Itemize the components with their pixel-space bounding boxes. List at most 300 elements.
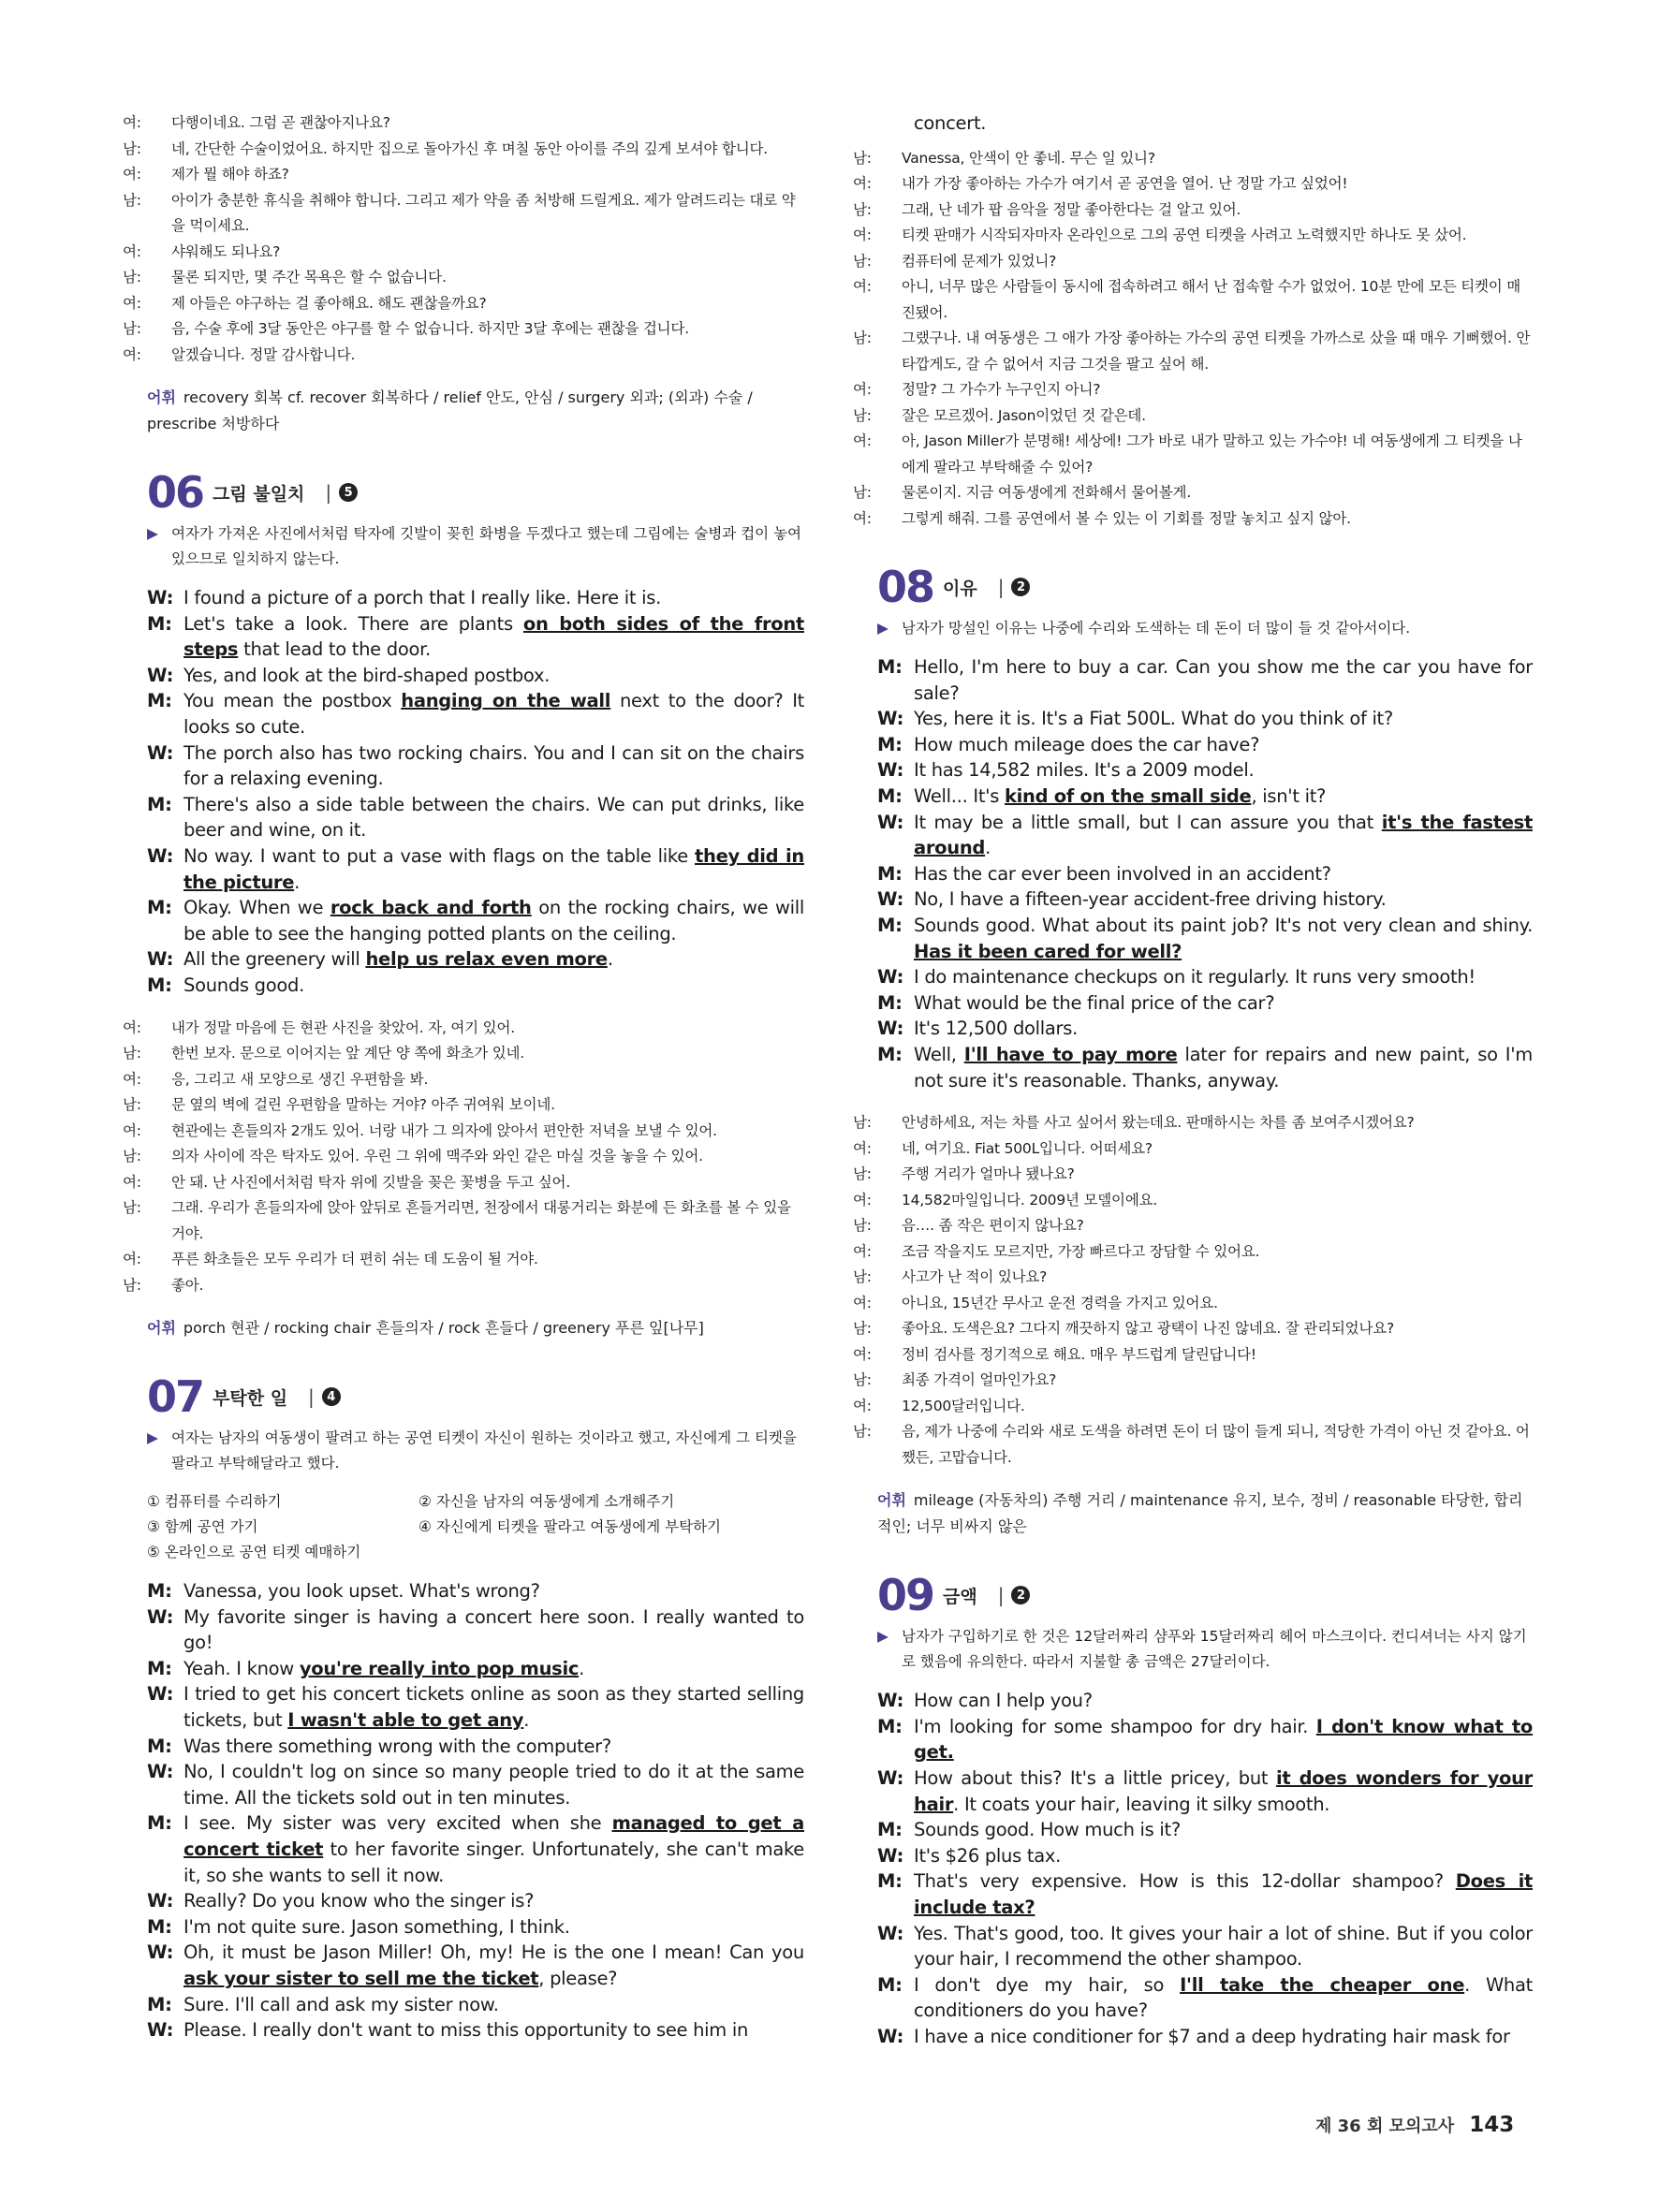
dialogue-line <box>877 1765 1533 1817</box>
translation-line <box>123 343 804 369</box>
speaker-label: W: <box>147 2019 174 2042</box>
speaker-label: 여: <box>123 1251 141 1267</box>
dialogue-text: I see. My sister was very excited when she <box>184 1812 612 1835</box>
speaker-label: M: <box>147 1812 172 1835</box>
speaker-label: 남: <box>123 191 141 209</box>
dialogue-line <box>147 1940 804 1991</box>
translation-line <box>123 110 804 137</box>
speaker-label: 남: <box>853 1217 872 1235</box>
translation-line <box>853 223 1533 249</box>
dialogue-text: Yes, here it is. It's a Fiat 500L. What do you think of it? <box>914 708 1393 730</box>
speaker-label: W: <box>147 587 174 608</box>
option-1: ① 컴퓨터를 수리하기 <box>147 1493 282 1510</box>
translation-line <box>853 1239 1533 1266</box>
speaker-label: W: <box>877 811 904 833</box>
section-07-header <box>147 1373 804 1420</box>
dialogue-text: Sounds good. How much is it? <box>914 1819 1181 1841</box>
translation-text: 정비 검사를 정기적으로 해요. 매우 부드럽게 달린답니다! <box>902 1345 1256 1363</box>
dialogue-text: Sounds good. <box>184 974 304 996</box>
translation-line <box>123 1119 804 1145</box>
section-number: 07 <box>147 1371 204 1422</box>
left-column <box>123 110 805 2044</box>
vocab-text: mileage (자동차의) 주행 거리 / maintenance 유지, 보수, 정비 / reasonable 타당한, 합리적인; 너무 비싸지 않은 <box>877 1491 1523 1536</box>
vocab-label: 어휘 <box>147 388 176 406</box>
vocab-label: 어휘 <box>147 1319 176 1337</box>
translation-line <box>853 326 1533 377</box>
speaker-label: M: <box>147 1657 172 1679</box>
translation-line <box>853 249 1533 275</box>
dialogue-text: I'm not quite sure. Jason something, I think. <box>184 1915 570 1938</box>
answer-badge: 4 <box>322 1387 341 1406</box>
translation-line <box>123 1016 804 1042</box>
speaker-label: W: <box>877 708 904 730</box>
vocab-05 <box>147 385 804 437</box>
explanation-text: 남자가 망설인 이유는 나중에 수리와 도색하는 데 돈이 더 많이 들 것 같아서이다. <box>902 620 1411 637</box>
translation-line <box>123 291 804 317</box>
speaker-label: W: <box>877 1690 904 1712</box>
translation-text: 아이가 충분한 휴식을 취해야 합니다. 그리고 제가 약을 좀 처방해 드릴게요. 제가 알려드리는 대로 약을 먹이세요. <box>171 191 796 234</box>
section-number: 08 <box>877 562 934 613</box>
speaker-label: W: <box>147 664 174 686</box>
speaker-label: W: <box>877 966 904 989</box>
speaker-label: W: <box>147 948 174 971</box>
dialogue-text: Vanessa, you look upset. What's wrong? <box>184 1580 540 1602</box>
dialogue-line <box>147 1888 804 1914</box>
speaker-label: W: <box>877 888 904 911</box>
translation-line <box>853 1213 1533 1239</box>
dialogue-line <box>147 1759 804 1810</box>
key-phrase: it does wonders for your hair <box>914 1766 1533 1815</box>
translation-text: 그래. 우리가 흔들의자에 앉아 앞뒤로 흔들거리면, 천장에서 대롱거리는 화분에 든 화초를 볼 수 있을 거야. <box>171 1199 791 1242</box>
translation-text: 알겠습니다. 정말 감사합니다. <box>171 345 356 363</box>
translation-text: 응, 그리고 새 모양으로 생긴 우편함을 봐. <box>171 1070 429 1088</box>
translation-line <box>853 1316 1533 1342</box>
dialogue-text: How about this? It's a little pricey, but <box>914 1766 1276 1789</box>
explanation-text: 여자는 남자의 여동생이 팔려고 하는 공연 티켓이 자신이 원하는 것이라고 했고, 자신에게 그 티켓을 팔라고 부탁해달라고 했다. <box>171 1429 797 1472</box>
dialogue-text: . What conditioners do you have? <box>914 1973 1533 2022</box>
exam-label: 제 36 회 모의고사 <box>1315 2117 1455 2136</box>
translation-line <box>123 1247 804 1273</box>
dialogue-text: Please. I really don't want to miss this opportunity to see him in <box>184 2019 749 2042</box>
dialogue-line <box>147 688 804 740</box>
speaker-label: M: <box>877 1870 903 1893</box>
translation-text: 아니, 너무 많은 사람들이 동시에 접속하려고 해서 난 접속할 수가 없었어. 10분 만에 모든 티켓이 매진됐어. <box>902 278 1521 321</box>
dialogue-line <box>877 2024 1533 2050</box>
dialogue-line <box>877 1868 1533 1920</box>
dialogue-text: on the rocking chairs, we will be able to see the hanging potted plants on the ceiling. <box>184 897 805 945</box>
explanation-text: 남자가 구입하기로 한 것은 12달러짜리 샴푸와 15달러짜리 헤어 마스크이다. 컨디셔너는 사지 않기로 했음에 유의한다. 따라서 지불할 총 금액은 27달러이다. <box>902 1628 1527 1671</box>
dialogue-06 <box>147 585 804 999</box>
section-08-header <box>877 562 1533 613</box>
dialogue-text: next to the door? It looks so cute. <box>184 690 804 738</box>
translation-line <box>853 1136 1533 1163</box>
dialogue-line <box>147 1681 804 1733</box>
section-title: 부탁한 일 <box>213 1387 288 1409</box>
translation-line <box>853 1162 1533 1188</box>
section-number: 06 <box>147 467 204 518</box>
vocab-text: recovery 회복 cf. recover 회복하다 / relief 안도, 안심 / surgery 외과; (외과) 수술 / prescribe 처방하다 <box>147 388 753 432</box>
dialogue-line <box>877 757 1533 784</box>
section-09-header <box>877 1572 1533 1619</box>
key-phrase: they did in the picture <box>184 844 804 893</box>
speaker-label: 여: <box>853 278 872 296</box>
dialogue-text: . <box>985 837 991 859</box>
translation-line <box>123 1067 804 1093</box>
speaker-label: 여: <box>853 381 872 399</box>
dialogue-text: Sounds good. What about its paint job? It's not very clean and shiny. <box>914 915 1533 937</box>
translation-text: 사고가 난 적이 있나요? <box>902 1268 1048 1286</box>
triangle-icon: ▶ <box>147 1429 158 1446</box>
korean-translation-05 <box>123 110 804 368</box>
separator: | <box>997 1584 1005 1607</box>
speaker-label: 남: <box>853 1320 872 1338</box>
speaker-label: W: <box>147 1683 174 1706</box>
speaker-label: M: <box>147 1993 172 2015</box>
speaker-label: 여: <box>123 294 141 312</box>
vocab-06 <box>147 1315 804 1341</box>
speaker-label: W: <box>877 1922 904 1944</box>
translation-text: 14,582마일입니다. 2009년 모델이에요. <box>902 1191 1158 1209</box>
key-phrase: I wasn't able to get any <box>287 1708 524 1731</box>
translation-line <box>853 171 1533 198</box>
dialogue-08 <box>877 654 1533 1093</box>
translation-text: 의자 사이에 작은 탁자도 있어. 우린 그 위에 맥주와 와인 같은 마실 것을 놓을 수 있어. <box>171 1148 703 1165</box>
dialogue-text: You mean the postbox <box>184 690 402 712</box>
speaker-label: W: <box>877 1766 904 1789</box>
dialogue-07 <box>147 1578 804 2044</box>
speaker-label: M: <box>147 1915 172 1938</box>
dialogue-text: Oh, it must be Jason Miller! Oh, my! He is the one I mean! Can you <box>184 1941 804 1964</box>
speaker-label: W: <box>147 1605 174 1628</box>
speaker-label: 여: <box>853 509 872 527</box>
section-08-explanation <box>877 616 1533 641</box>
speaker-label: 남: <box>853 1165 872 1183</box>
dialogue-text: Hello, I'm here to buy a car. Can you show me the car you have for sale? <box>914 656 1533 704</box>
dialogue-text: There's also a side table between the chairs. We can put drinks, like beer and wine, on it. <box>184 793 804 842</box>
translation-text: 음, 수술 후에 3달 동안은 야구를 할 수 없습니다. 하지만 3달 후에는 괜찮을 겁니다. <box>171 320 689 337</box>
speaker-label: W: <box>147 741 174 764</box>
speaker-label: 남: <box>853 1268 872 1286</box>
translation-text: 좋아. <box>171 1276 204 1294</box>
separator: | <box>325 481 332 504</box>
dialogue-text: How much mileage does the car have? <box>914 733 1260 755</box>
translation-line <box>853 1419 1533 1471</box>
speaker-label: M: <box>877 1973 903 1996</box>
dialogue-text: Well... It's <box>914 785 1005 808</box>
translation-text: 현관에는 흔들의자 2개도 있어. 너랑 내가 그 의자에 앉아서 편안한 저녁을 보낼 수 있어. <box>171 1121 717 1139</box>
dialogue-line <box>877 1016 1533 1042</box>
section-06-header <box>147 469 804 516</box>
speaker-label: 남: <box>853 1114 872 1132</box>
translation-line <box>123 1144 804 1170</box>
translation-line <box>123 316 804 343</box>
dialogue-line <box>877 1042 1533 1093</box>
translation-text: 내가 정말 마음에 든 현관 사진을 찾았어. 자, 여기 있어. <box>171 1018 515 1036</box>
dialogue-text: Sure. I'll call and ask my sister now. <box>184 1993 499 2015</box>
speaker-label: 여: <box>123 242 141 260</box>
dialogue-line <box>877 1843 1533 1869</box>
speaker-label: 여: <box>123 1070 141 1088</box>
section-number: 09 <box>877 1570 934 1621</box>
translation-line <box>853 1188 1533 1214</box>
dialogue-line <box>877 654 1533 706</box>
korean-translation-07 <box>853 146 1533 533</box>
dialogue-line <box>147 740 804 792</box>
dialogue-text: No, I have a fifteen-year accident-free driving history. <box>914 888 1387 911</box>
key-phrase: I'll have to pay more <box>963 1044 1178 1065</box>
key-phrase: I'll take the cheaper one <box>1180 1973 1465 1996</box>
dialogue-line <box>877 861 1533 887</box>
speaker-label: M: <box>147 974 172 996</box>
dialogue-text: that lead to the door. <box>238 638 431 661</box>
translation-text: 아, Jason Miller가 분명해! 세상에! 그가 바로 내가 말하고 있는 가수야! 네 여동생에게 그 티켓을 나에게 팔라고 부탁해줄 수 있어? <box>902 432 1522 476</box>
speaker-label: 여: <box>853 432 872 450</box>
key-phrase: managed to get a concert ticket <box>184 1812 804 1860</box>
speaker-label: W: <box>147 844 174 867</box>
speaker-label: W: <box>147 1890 174 1912</box>
dialogue-text: , isn't it? <box>1251 785 1327 808</box>
key-phrase: help us relax even more <box>365 948 608 971</box>
speaker-label: M: <box>877 1715 903 1737</box>
speaker-label: 남: <box>853 252 872 270</box>
dialogue-text: All the greenery will <box>184 948 366 971</box>
key-phrase: Does it include tax? <box>914 1870 1533 1918</box>
translation-line <box>853 198 1533 224</box>
speaker-label: 여: <box>853 175 872 193</box>
vocab-text: porch 현관 / rocking chair 흔들의자 / rock 흔들다 / greenery 푸른 잎[나무] <box>183 1319 704 1337</box>
dialogue-text: It's 12,500 dollars. <box>914 1018 1079 1040</box>
translation-text: 제 아들은 야구하는 걸 좋아해요. 해도 괜찮을까요? <box>171 294 487 312</box>
translation-line <box>853 377 1533 403</box>
dialogue-line <box>877 990 1533 1017</box>
dialogue-text: No way. I want to put a vase with flags on the table like <box>184 844 695 867</box>
speaker-label: M: <box>877 785 903 808</box>
explanation-text: 여자가 가져온 사진에서처럼 탁자에 깃발이 꽂힌 화병을 두겠다고 했는데 그림에는 술병과 컵이 놓여 있으므로 일치하지 않는다. <box>171 525 802 567</box>
dialogue-text: I found a picture of a porch that I really like. Here it is. <box>184 587 661 608</box>
translation-line <box>853 1394 1533 1420</box>
dialogue-text: The porch also has two rocking chairs. You and I can sit on the chairs for a relaxing evening. <box>184 741 804 790</box>
speaker-label: M: <box>147 690 172 712</box>
dialogue-text: How can I help you? <box>914 1690 1093 1712</box>
dialogue-07-continued <box>877 110 1533 137</box>
vocab-label: 어휘 <box>877 1491 906 1510</box>
korean-translation-08 <box>853 1110 1533 1471</box>
dialogue-line <box>147 1734 804 1760</box>
dialogue-text: I have a nice conditioner for $7 and a deep hydrating hair mask for <box>914 2025 1510 2047</box>
translation-line <box>853 1265 1533 1291</box>
dialogue-line <box>147 946 804 973</box>
dialogue-line <box>877 964 1533 990</box>
speaker-label: 남: <box>123 1045 141 1062</box>
translation-text: 물론 되지만, 몇 주간 목욕은 할 수 없습니다. <box>171 269 447 286</box>
dialogue-text: What would be the final price of the car? <box>914 991 1275 1014</box>
section-09-explanation <box>877 1624 1533 1675</box>
option-4: ④ 자신에게 티켓을 팔라고 여동생에게 부탁하기 <box>418 1518 722 1535</box>
translation-line <box>853 429 1533 480</box>
speaker-label: 여: <box>123 1018 141 1036</box>
dialogue-text: . <box>579 1657 585 1679</box>
speaker-label: M: <box>877 991 903 1014</box>
dialogue-text: . It coats your hair, leaving it silky smooth. <box>953 1793 1330 1815</box>
dialogue-text: No, I couldn't log on since so many people tried to do it at the same time. All the tickets sold out in ten minutes. <box>184 1761 804 1809</box>
translation-text: 안녕하세요, 저는 차를 사고 싶어서 왔는데요. 판매하시는 차를 좀 보여주시겠어요? <box>902 1114 1415 1132</box>
triangle-icon: ▶ <box>877 620 888 637</box>
option-2: ② 자신을 남자의 여동생에게 소개해주기 <box>418 1493 675 1510</box>
speaker-label: W: <box>877 1844 904 1867</box>
section-title: 그림 불일치 <box>213 483 305 505</box>
speaker-label: 남: <box>123 269 141 286</box>
speaker-label: 남: <box>853 330 872 347</box>
speaker-label: 남: <box>853 406 872 424</box>
dialogue-line: concert. <box>914 112 987 134</box>
option-3: ③ 함께 공연 가기 <box>147 1518 258 1535</box>
key-phrase: Has it been cared for well? <box>914 940 1182 962</box>
translation-line <box>123 137 804 163</box>
translation-line <box>123 1041 804 1067</box>
speaker-label: W: <box>877 1018 904 1040</box>
dialogue-text: My favorite singer is having a concert here soon. I really wanted to go! <box>184 1605 804 1654</box>
speaker-label: 남: <box>123 1148 141 1165</box>
speaker-label: 남: <box>853 1423 872 1441</box>
translation-text: 안 돼. 난 사진에서처럼 탁자 위에 깃발을 꽂은 꽃병을 두고 싶어. <box>171 1173 571 1191</box>
translation-text: 문 옆의 벽에 걸린 우편함을 말하는 거야? 아주 귀여워 보이네. <box>171 1096 555 1113</box>
speaker-label: M: <box>877 862 903 885</box>
speaker-label: 여: <box>853 1139 872 1157</box>
key-phrase: rock back and forth <box>330 897 532 919</box>
dialogue-line <box>147 973 804 999</box>
speaker-label: W: <box>877 2025 904 2047</box>
translation-line <box>853 1110 1533 1136</box>
translation-line <box>853 1368 1533 1394</box>
translation-line <box>123 1092 804 1119</box>
speaker-label: 여: <box>853 1397 872 1414</box>
dialogue-line <box>147 663 804 689</box>
speaker-label: 남: <box>123 1096 141 1113</box>
dialogue-line <box>877 1921 1533 1972</box>
speaker-label: 여: <box>123 114 141 131</box>
translation-line <box>853 274 1533 326</box>
speaker-label: 여: <box>123 1173 141 1191</box>
speaker-label: 남: <box>853 1371 872 1389</box>
translation-text: 그랬구나. 내 여동생은 그 애가 가장 좋아하는 가수의 공연 티켓을 가까스로 샀을 때 매우 기뻐했어. 안타깝게도, 갈 수 없어서 지금 그것을 팔고 싶어 해. <box>902 330 1531 373</box>
dialogue-text: Well, <box>914 1044 964 1065</box>
korean-translation-06 <box>123 1016 804 1299</box>
answer-badge: 2 <box>1011 1586 1030 1604</box>
translation-text: 제가 뭘 해야 하죠? <box>171 166 289 183</box>
speaker-label: 여: <box>853 1294 872 1311</box>
answer-options <box>147 1489 804 1565</box>
translation-text: 샤워해도 되나요? <box>171 242 281 260</box>
dialogue-text: Okay. When we <box>184 897 330 919</box>
translation-text: Vanessa, 안색이 안 좋네. 무슨 일 있니? <box>902 149 1155 167</box>
translation-line <box>853 403 1533 430</box>
translation-text: 잘은 모르겠어. Jason이었던 것 같은데. <box>902 406 1146 424</box>
dialogue-line <box>877 1688 1533 1714</box>
dialogue-line <box>147 843 804 895</box>
translation-text: 물론이지. 지금 여동생에게 전화해서 물어볼게. <box>902 484 1192 502</box>
key-phrase: kind of on the small side <box>1004 785 1252 808</box>
dialogue-text: I don't dye my hair, so <box>914 1973 1181 1996</box>
dialogue-line <box>147 895 804 946</box>
key-phrase: you're really into pop music <box>299 1657 580 1679</box>
speaker-label: M: <box>147 612 172 635</box>
dialogue-line <box>147 792 804 843</box>
dialogue-line <box>147 1914 804 1941</box>
speaker-label: 남: <box>853 200 872 218</box>
translation-text: 그렇게 해줘. 그를 공연에서 볼 수 있는 이 기회를 정말 놓치고 싶지 않아. <box>902 509 1351 527</box>
translation-line <box>853 506 1533 533</box>
translation-line <box>123 240 804 266</box>
translation-text: 아니요, 15년간 무사고 운전 경력을 가지고 있어요. <box>902 1294 1218 1311</box>
translation-line <box>853 146 1533 172</box>
translation-text: 그래, 난 네가 팝 음악을 정말 좋아한다는 걸 알고 있어. <box>902 200 1241 218</box>
speaker-label: M: <box>147 1735 172 1757</box>
speaker-label: W: <box>147 1761 174 1783</box>
dialogue-line <box>877 1972 1533 2024</box>
speaker-label: 남: <box>853 149 872 167</box>
dialogue-line <box>877 732 1533 758</box>
speaker-label: 여: <box>853 227 872 244</box>
speaker-label: 여: <box>853 1191 872 1209</box>
translation-text: 티켓 판매가 시작되자마자 온라인으로 그의 공연 티켓을 사려고 노력했지만 하나도 못 샀어. <box>902 227 1467 244</box>
dialogue-line <box>877 706 1533 732</box>
translation-text: 네, 여기요. Fiat 500L입니다. 어떠세요? <box>902 1139 1153 1157</box>
dialogue-text: Has the car ever been involved in an accident? <box>914 862 1331 885</box>
dialogue-line <box>877 1817 1533 1843</box>
key-phrase: it's the fastest around <box>914 811 1533 859</box>
translation-text: 내가 가장 좋아하는 가수가 여기서 곧 공연을 열어. 난 정말 가고 싶었어! <box>902 175 1348 193</box>
dialogue-text: It's $26 plus tax. <box>914 1844 1061 1867</box>
speaker-label: 여: <box>853 1242 872 1260</box>
speaker-label: 남: <box>123 139 141 157</box>
dialogue-line <box>147 585 804 611</box>
translation-line <box>853 1342 1533 1369</box>
dialogue-line <box>877 1714 1533 1765</box>
speaker-label: M: <box>877 733 903 755</box>
dialogue-text: That's very expensive. How is this 12-dollar shampoo? <box>914 1870 1456 1893</box>
dialogue-line <box>147 1810 804 1888</box>
dialogue-09 <box>877 1688 1533 2049</box>
key-phrase: on both sides of the front steps <box>184 612 804 661</box>
dialogue-text: . <box>607 948 613 971</box>
section-title: 이유 <box>943 578 977 599</box>
option-5: ⑤ 온라인으로 공연 티켓 예매하기 <box>147 1544 361 1560</box>
dialogue-text: . <box>294 871 301 893</box>
speaker-label: M: <box>877 915 903 937</box>
translation-line <box>853 480 1533 506</box>
dialogue-text: I do maintenance checkups on it regularly. It runs very smooth! <box>914 966 1476 989</box>
speaker-label: W: <box>147 1941 174 1964</box>
dialogue-text: Let's take a look. There are plants <box>184 612 523 635</box>
speaker-label: M: <box>877 656 903 679</box>
dialogue-text: I'm looking for some shampoo for dry hair. <box>914 1715 1316 1737</box>
page-footer <box>1315 2113 1514 2137</box>
speaker-label: 여: <box>123 345 141 363</box>
translation-text: 12,500달러입니다. <box>902 1397 1025 1414</box>
dialogue-text: Was there something wrong with the computer? <box>184 1735 611 1757</box>
separator: | <box>997 576 1005 599</box>
translation-text: 한번 보자. 문으로 이어지는 앞 계단 양 쪽에 화초가 있네. <box>171 1045 525 1062</box>
triangle-icon: ▶ <box>877 1628 888 1646</box>
translation-text: 최종 가격이 얼마인가요? <box>902 1371 1057 1389</box>
speaker-label: M: <box>877 1044 903 1065</box>
speaker-label: 여: <box>123 1121 141 1139</box>
dialogue-text: Really? Do you know who the singer is? <box>184 1890 535 1912</box>
translation-text: 조금 작을지도 모르지만, 가장 빠르다고 장담할 수 있어요. <box>902 1242 1260 1260</box>
translation-text: 음…. 좀 작은 편이지 않나요? <box>902 1217 1084 1235</box>
key-phrase: ask your sister to sell me the ticket <box>184 1967 539 1989</box>
dialogue-line <box>877 784 1533 810</box>
